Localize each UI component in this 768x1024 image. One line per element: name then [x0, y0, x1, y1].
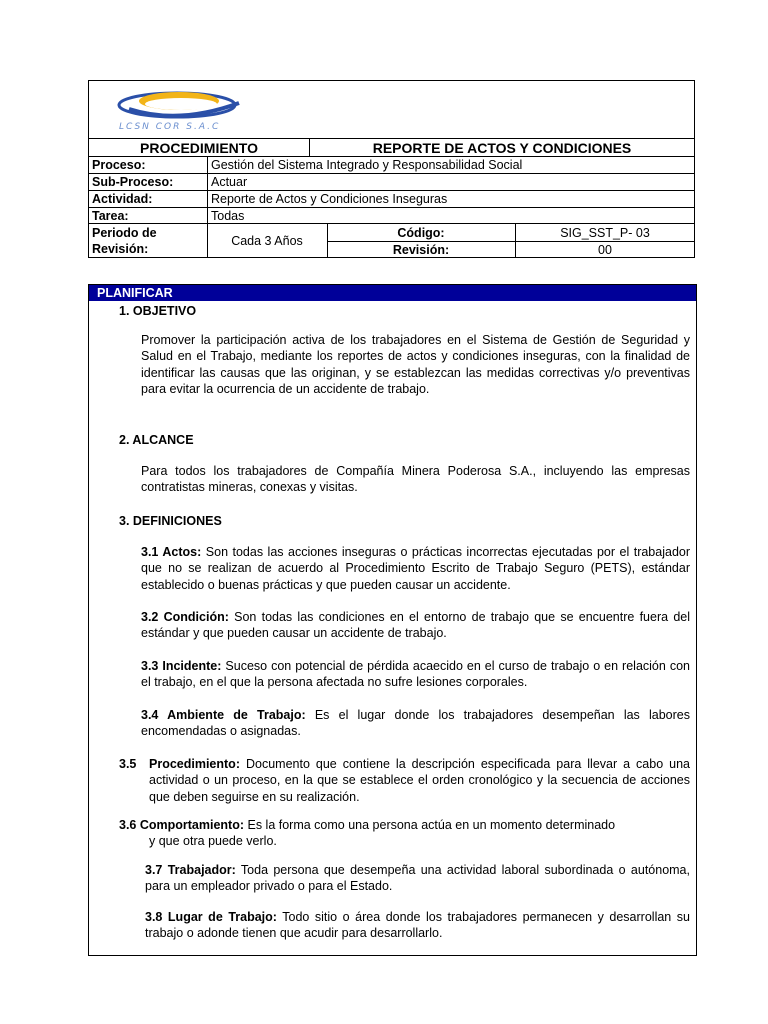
- alcance-text: Para todos los trabajadores de Compañía Minera Poderosa S.A., incluyendo las empresas contratistas mineras, conexas y visitas.: [141, 464, 690, 495]
- section-heading-definiciones: 3. DEFINICIONES: [119, 514, 222, 528]
- periodo-label-line1: Periodo de: [92, 226, 157, 240]
- row-value: Todas: [211, 208, 245, 223]
- definition-text: Toda persona que desempeña una actividad laboral subordinada o autónoma, para un empleador privado o para el Estado.: [145, 863, 690, 894]
- document-header: [88, 80, 695, 258]
- definition-text: Son todas las condiciones en el entorno de trabajo que se encuentre fuera del estándar y que pueden causar un accidente de trabajo.: [141, 610, 690, 641]
- info-row-subproceso: [89, 173, 694, 190]
- definition-term: 3.7 Trabajador:: [145, 863, 236, 877]
- row-value: Actuar: [211, 175, 248, 189]
- definition-procedimiento: [149, 756, 690, 805]
- revision-label: Revisión:: [392, 242, 450, 257]
- definition-number: 3.5: [119, 757, 137, 771]
- definition-actos: [141, 544, 690, 593]
- logo-row: [89, 81, 694, 138]
- row-label: Actividad:: [92, 192, 153, 206]
- definition-term: 3.1 Actos:: [141, 545, 202, 559]
- row-label: Proceso:: [92, 158, 146, 172]
- section-heading-alcance: 2. ALCANCE: [119, 433, 194, 447]
- codigo-revision-grid: [327, 224, 695, 258]
- procedure-body: [88, 284, 697, 956]
- definition-term: 3.3 Incidente:: [141, 659, 222, 673]
- info-row-tarea: [89, 207, 694, 223]
- definition-comportamiento-cont: y que otra puede verlo.: [149, 834, 277, 848]
- document-title: REPORTE DE ACTOS Y CONDICIONES: [372, 139, 632, 156]
- periodo-value: Cada 3 Años: [231, 234, 303, 248]
- definition-term: 3.6 Comportamiento:: [119, 818, 245, 832]
- procedimiento-label: PROCEDIMIENTO: [140, 139, 258, 156]
- company-logo-icon: [109, 85, 259, 125]
- definition-text: Es el lugar donde los trabajadores desempeñan las labores encomendadas o asignadas.: [141, 708, 690, 739]
- definition-condicion: [141, 609, 690, 642]
- info-row-proceso: [89, 156, 694, 173]
- title-row: [89, 138, 694, 156]
- definition-term: 3.2 Condición:: [141, 610, 229, 624]
- codigo-value: SIG_SST_P- 03: [560, 225, 650, 240]
- row-label: Tarea:: [92, 208, 129, 223]
- definition-incidente: [141, 658, 690, 691]
- definition-trabajador: [145, 862, 690, 895]
- definition-text: Son todas las acciones inseguras o prácticas incorrectas ejecutadas por el trabajador que no se realizan de acuerdo al Procedimiento Escrito de Trabajo Seguro (PETS), estándar establecido o buenas prácticas y que pueden causar un accidente.: [141, 545, 691, 592]
- definition-lugar: [145, 909, 690, 942]
- definition-text: Suceso con potencial de pérdida acaecido en el curso de trabajo o en relación con el trabajo, en el que la persona afectada no sufre lesiones corporales.: [141, 659, 690, 690]
- section-heading-objetivo: 1. OBJETIVO: [119, 304, 197, 318]
- definition-comportamiento: [119, 817, 694, 833]
- periodo-label-line2: Revisión:: [92, 242, 149, 256]
- revision-value: 00: [598, 242, 612, 257]
- definition-ambiente: [141, 707, 690, 740]
- definition-term: Procedimiento:: [149, 757, 240, 771]
- row-value: Reporte de Actos y Condiciones Inseguras: [211, 192, 448, 206]
- row-value: Gestión del Sistema Integrado y Responsabilidad Social: [211, 158, 523, 172]
- logo-text: LCSN COR S.A.C: [119, 122, 221, 132]
- definition-text: Es la forma como una persona actúa en un momento determinado: [244, 818, 616, 832]
- definition-text: Documento que contiene la descripción especificada para llevar a cabo una actividad o un proceso, en la que se establece el orden cronológico y la secuencia de acciones que deben seguirse en su realización.: [149, 757, 690, 804]
- periodo-label: [89, 224, 207, 258]
- revision-row: [89, 223, 694, 258]
- definition-term: 3.8 Lugar de Trabajo:: [145, 910, 277, 924]
- objetivo-text: Promover la participación activa de los trabajadores en el Sistema de Gestión de Seguridad y Salud en el Trabajo, mediante los reportes de actos y condiciones inseguras, con la finalidad de identificar las causas que las originan, y se establezcan las medidas correctivas y/o preventivas para evitar la ocurrencia de un accidente de trabajo.: [141, 333, 690, 396]
- info-row-actividad: [89, 190, 694, 207]
- definition-text: Todo sitio o área donde los trabajadores permanecen y desarrollan su trabajo o adonde tienen que acudir para desarrollarlo.: [145, 910, 690, 941]
- codigo-label: Código:: [397, 225, 445, 240]
- definition-term: 3.4 Ambiente de Trabajo:: [141, 708, 306, 722]
- section-band: PLANIFICAR: [89, 285, 696, 301]
- row-label: Sub-Proceso:: [92, 175, 174, 189]
